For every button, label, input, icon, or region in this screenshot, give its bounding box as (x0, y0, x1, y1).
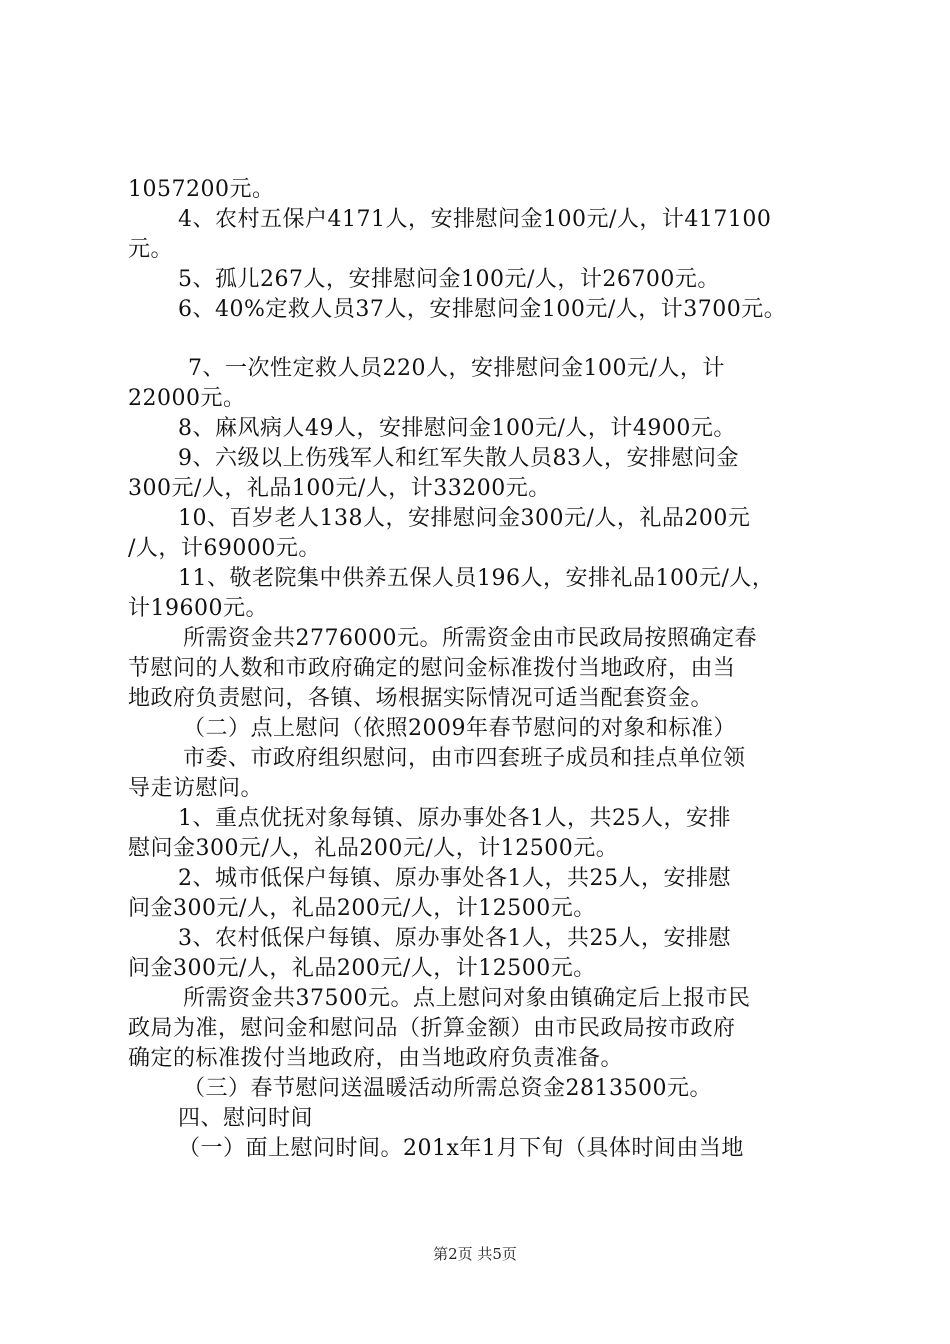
text-line-28: 政局为准，慰问金和慰问品（折算金额）由市民政局按市政府 (128, 1016, 736, 1041)
text-line-21: 1、重点优抚对象每镇、原办事处各1人，共25人，安排 (178, 806, 731, 831)
text-line-17: 地政府负责慰问，各镇、场根据实际情况可适当配套资金。 (128, 686, 714, 711)
text-line-23: 2、城市低保户每镇、原办事处各1人，共25人，安排慰 (178, 866, 731, 891)
page-number-footer: 第2页 共5页 (433, 1245, 517, 1263)
text-line-32: （一）面上慰问时间。201x年1月下旬（具体时间由当地 (178, 1136, 744, 1161)
text-line-15: 所需资金共2776000元。所需资金由市民政局按照确定春 (183, 626, 757, 651)
text-line-20: 导走访慰问。 (128, 776, 264, 801)
text-line-13: 11、敬老院集中供养五保人员196人，安排礼品100元/人， (178, 566, 775, 591)
text-line-10: 300元/人，礼品100元/人，计33200元。 (128, 476, 551, 501)
text-line-5: 6、40%定救人员37人，安排慰问金100元/人，计3700元。 (178, 297, 787, 322)
text-line-1: 1057200元。 (128, 177, 275, 202)
text-line-31: 四、慰问时间 (178, 1106, 314, 1131)
text-line-30: （三）春节慰问送温暖活动所需总资金2813500元。 (183, 1076, 712, 1101)
text-line-4: 5、孤儿267人，安排慰问金100元/人，计26700元。 (178, 267, 720, 292)
text-line-16: 节慰问的人数和市政府确定的慰问金标准拨付当地政府，由当 (128, 656, 736, 681)
text-line-14: 计19600元。 (128, 596, 268, 621)
text-line-26: 问金300元/人，礼品200元/人，计12500元。 (128, 956, 596, 981)
text-line-11: 10、百岁老人138人，安排慰问金300元/人，礼品200元 (178, 506, 751, 531)
text-line-3: 元。 (128, 237, 174, 262)
document-body (128, 175, 833, 1164)
text-line-8: 8、麻风病人49人，安排慰问金100元/人，计4900元。 (178, 416, 736, 441)
text-line-29: 确定的标准拨付当地政府，由当地政府负责准备。 (128, 1046, 624, 1071)
text-line-9: 9、六级以上伤残军人和红军失散人员83人，安排慰问金 (178, 446, 739, 471)
text-line-6: 7、一次性定救人员220人，安排慰问金100元/人，计 (188, 356, 725, 381)
text-line-27: 所需资金共37500元。点上慰问对象由镇确定后上报市民 (183, 986, 751, 1011)
text-line-18: （二）点上慰问（依照2009年春节慰问的对象和标准） (183, 716, 736, 741)
text-line-22: 慰问金300元/人，礼品200元/人，计12500元。 (128, 836, 619, 861)
text-line-19: 市委、市政府组织慰问，由市四套班子成员和挂点单位领 (183, 746, 746, 771)
text-line-25: 3、农村低保户每镇、原办事处各1人，共25人，安排慰 (178, 926, 731, 951)
paragraph-gap (128, 325, 833, 354)
text-line-24: 问金300元/人，礼品200元/人，计12500元。 (128, 896, 596, 921)
text-line-7: 22000元。 (128, 386, 246, 411)
text-line-2: 4、农村五保户4171人，安排慰问金100元/人，计417100 (178, 207, 772, 232)
text-line-12: /人，计69000元。 (128, 536, 321, 561)
